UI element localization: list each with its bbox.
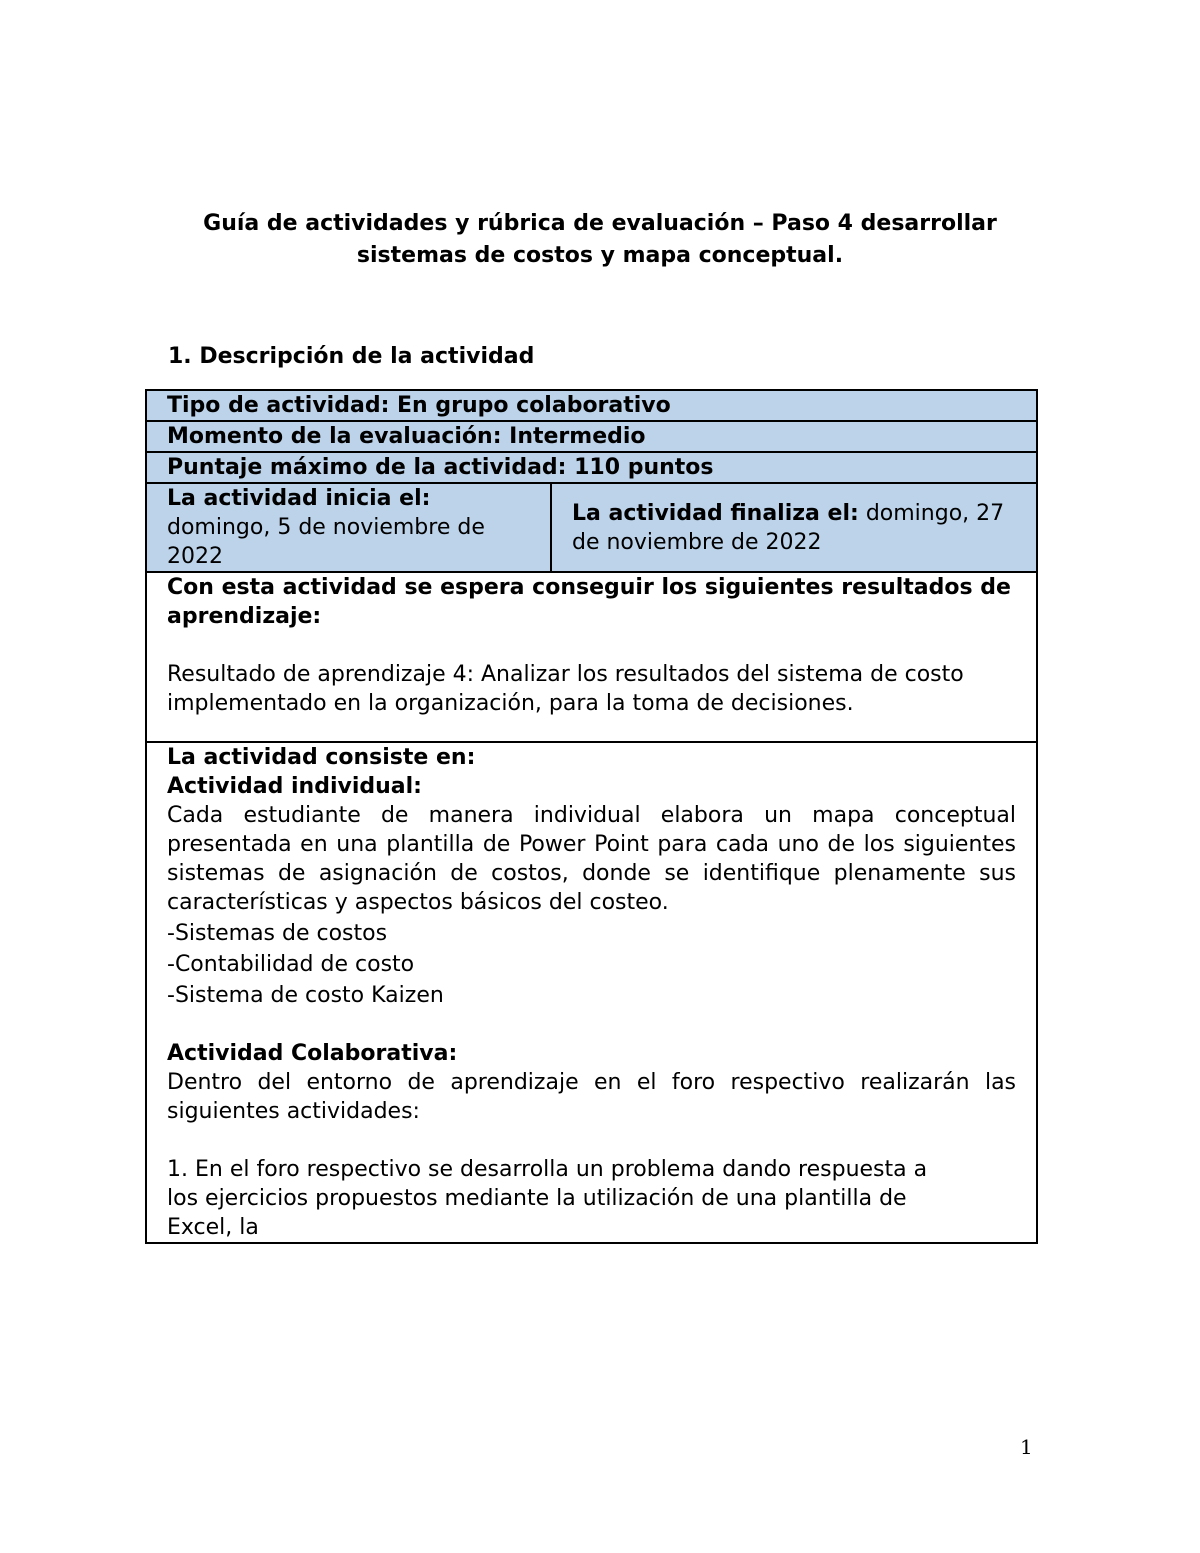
activity-consists-row [146,742,1037,1243]
end-date-cell [551,483,1037,572]
start-date-cell [146,483,551,572]
list-item: -Sistema de costo Kaizen [167,983,444,1008]
dates-row [146,483,1037,572]
individual-activity-heading: Actividad individual: [167,774,422,799]
individual-activity-text: Cada estudiante de manera individual elabora un mapa conceptual presentada en una plantilla de Power Point para cada uno de los siguientes sistemas de asignación de costos, donde se identifique plenamente sus características y aspectos básicos del costeo. [167,803,1017,915]
list-item: -Sistemas de costos [167,921,388,946]
collaborative-activity-text: Dentro del entorno de aprendizaje en el foro respectivo realizarán las siguientes actividades: [167,1070,1017,1124]
activity-consists-cell [146,742,1037,1243]
learning-outcomes-cell [146,572,1037,742]
learning-outcome-text: Resultado de aprendizaje 4: Analizar los resultados del sistema de costo implementado en la organización, para la toma de decisiones. [167,662,964,716]
start-date-label: La actividad inicia el: [167,486,431,511]
evaluation-moment-row [146,421,1037,452]
end-date-value: domingo, 27 de noviembre de 2022 [572,500,1005,555]
max-score-cell: Puntaje máximo de la actividad: 110 puntos [146,452,1037,483]
step-1-line-2: los ejercicios propuestos mediante la utilización de una plantilla de [167,1186,907,1211]
activity-type-row [146,390,1037,421]
start-date-value: domingo, 5 de noviembre de 2022 [167,515,485,569]
list-item: -Contabilidad de costo [167,952,415,977]
document-title-line-1: Guía de actividades y rúbrica de evaluación – Paso 4 desarrollar [203,211,997,236]
activity-consists-heading: La actividad consiste en: [167,745,476,770]
evaluation-moment-cell: Momento de la evaluación: Intermedio [146,421,1037,452]
end-date-label: La actividad finaliza el: [572,500,859,526]
document-title-line-2: sistemas de costos y mapa conceptual. [356,243,844,268]
activity-description-table [145,389,1038,1244]
step-1-line-1: 1. En el foro respectivo se desarrolla un problema dando respuesta a [167,1157,928,1182]
page-number: 1 [1020,1435,1033,1459]
activity-type-cell: Tipo de actividad: En grupo colaborativo [146,390,1037,421]
section-heading: 1. Descripción de la actividad [168,344,535,369]
learning-outcomes-row [146,572,1037,742]
learning-outcomes-heading: Con esta actividad se espera conseguir los siguientes resultados de aprendizaje: [167,575,1011,629]
collaborative-activity-heading: Actividad Colaborativa: [167,1041,458,1066]
step-1-line-3: Excel, la [167,1215,259,1240]
max-score-row [146,452,1037,483]
document-title [145,208,1055,272]
